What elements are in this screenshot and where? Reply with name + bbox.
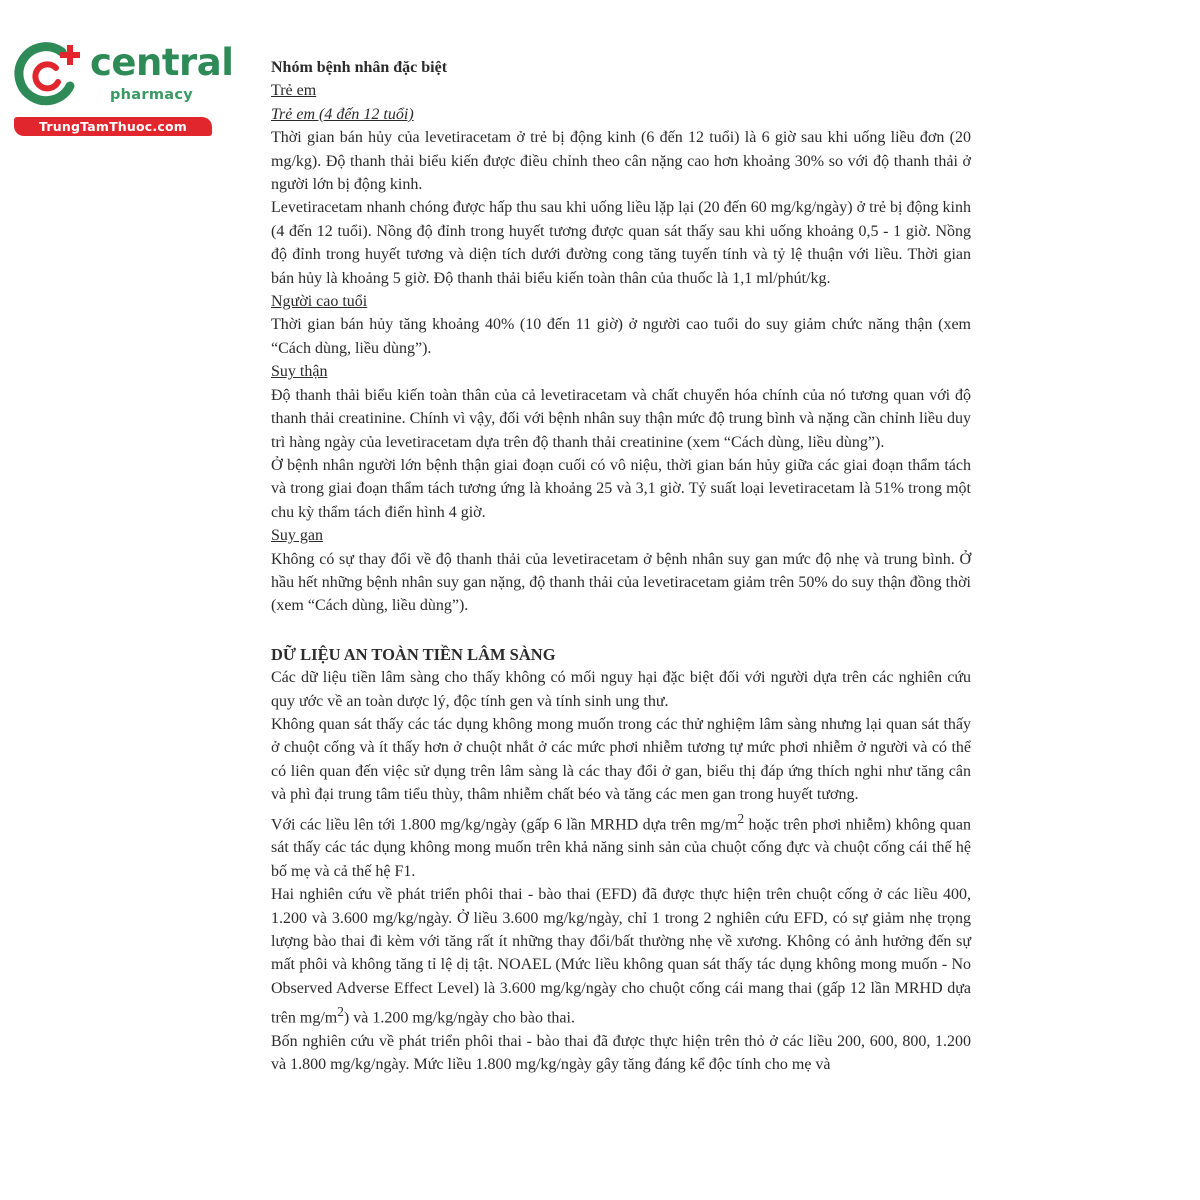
paragraph: Không quan sát thấy các tác dụng không mong muốn trong các thử nghiệm lâm sàng nhưng lại quan sát thấy ở chuột cống và ít thấy hơn ở chuột nhắt ở các mức phơi nhiễm tương tự mức phơi nhiễm ở người và có thể có liên quan đến việc sử dụng trên lâm sàng là các thay đổi ở gan, biểu thị đáp ứng thích nghi như tăng cân và phì đại trung tâm tiểu thùy, thâm nhiễm chất béo và tăng các men gan trong huyết tương.: [271, 715, 971, 804]
paragraph: Thời gian bán hủy tăng khoảng 40% (10 đến 11 giờ) ở người cao tuổi do suy giảm chức năng thận (xem “Cách dùng, liều dùng”).: [271, 316, 971, 357]
section-heading-preclinical-safety: DỮ LIỆU AN TOÀN TIỀN LÂM SÀNG: [271, 644, 556, 664]
subheading-children-4-12: Trẻ em (4 đến 12 tuổi): [271, 105, 414, 123]
paragraph: Các dữ liệu tiền lâm sàng cho thấy không có mối nguy hại đặc biệt đối với người dựa trên các nghiên cứu quy ước về an toàn dược lý, độc tính gen và tính sinh ung thư.: [271, 669, 971, 710]
text-run: hoặc trên phơi nhiễm) không quan sát thấy các tác dụng không mong muốn trên khả năng sinh sản của chuột cống đực và chuột cống cái thế hệ bố mẹ và cả thế hệ F1.: [271, 815, 972, 880]
text-run: Hai nghiên cứu về phát triển phôi thai - bào thai (EFD) đã được thực hiện trên chuột cống ở các liều 400, 1.200 và 3.600 mg/kg/ngày. Ở liều 3.600 mg/kg/ngày, chỉ 1 trong 2 nghiên cứu EFD, có sự giảm nhẹ trọng lượng bào thai đi kèm với tăng rất ít những thay đổi/bất thường nhẹ về xương. Không có ảnh hưởng đến sự mất phôi và không tăng tỉ lệ dị tật. NOAEL (Mức liều không quan sát thấy tác dụng không mong muốn - No Observed Adverse Effect Level) là 3.600 mg/kg/ngày cho chuột cống cái mang thai (gấp 12 lần MRHD dựa trên mg/m: [271, 886, 971, 1027]
subheading-renal-impairment: Suy thận: [271, 363, 328, 381]
document-body: [271, 56, 971, 1077]
central-pharmacy-logo: [10, 38, 234, 138]
paragraph: Không có sự thay đổi về độ thanh thải của levetiracetam ở bệnh nhân suy gan mức độ nhẹ và trung bình. Ở hầu hết những bệnh nhân suy gan nặng, độ thanh thải của levetiracetam giảm trên 50% do suy thận đồng thời (xem “Cách dùng, liều dùng”).: [271, 550, 971, 615]
text-run: Với các liều lên tới 1.800 mg/kg/ngày (gấp 6 lần MRHD dựa trên mg/m: [271, 815, 738, 833]
logo-wordmark: central: [90, 41, 234, 84]
paragraph: Bốn nghiên cứu về phát triển phôi thai - bào thai đã được thực hiện trên thỏ ở các liều 200, 600, 800, 1.200 và 1.800 mg/kg/ngày. Mức liều 1.800 mg/kg/ngày gây tăng đáng kể độc tính cho mẹ và: [271, 1032, 971, 1074]
paragraph: Độ thanh thải biểu kiến toàn thân của cả levetiracetam và chất chuyển hóa chính của nó tương quan với độ thanh thải creatinine. Chính vì vậy, đối với bệnh nhân suy thận mức độ trung bình và nặng cần chỉnh liều duy trì hàng ngày của levetiracetam dựa trên độ thanh thải creatinine (xem “Cách dùng, liều dùng”).: [271, 386, 971, 451]
logo-website-banner: TrungTamThuoc.com: [14, 117, 212, 136]
subheading-hepatic-impairment: Suy gan: [271, 527, 323, 545]
paragraph: [271, 807, 971, 884]
logo-subtitle: pharmacy: [110, 87, 193, 103]
section-heading-special-populations: Nhóm bệnh nhân đặc biệt: [271, 59, 448, 76]
paragraph: Levetiracetam nhanh chóng được hấp thu sau khi uống liều lặp lại (20 đến 60 mg/kg/ngày) ở trẻ bị động kinh (4 đến 12 tuổi). Nồng độ đỉnh trong huyết tương được quan sát thấy sau khi uống khoảng 0,5 - 1 giờ. Nồng độ đỉnh trong huyết tương và diện tích dưới đường cong tăng tuyến tính và tỷ lệ thuận với liều. Thời gian bán hủy là khoảng 5 giờ. Độ thanh thải biểu kiến toàn thân của thuốc là 1,1 ml/phút/kg.: [271, 199, 971, 287]
superscript: 2: [337, 1004, 344, 1020]
paragraph: [271, 883, 971, 1030]
subheading-children: Trẻ em: [271, 82, 317, 100]
superscript: 2: [737, 810, 745, 826]
text-run: ) và 1.200 mg/kg/ngày cho bào thai.: [343, 1009, 575, 1027]
subheading-elderly: Người cao tuổi: [271, 293, 368, 311]
paragraph: Ở bệnh nhân người lớn bệnh thận giai đoạn cuối có vô niệu, thời gian bán hủy giữa các giai đoạn thẩm tách và trong giai đoạn thẩm tách tương ứng là khoảng 25 và 3,1 giờ. Tỷ suất loại levetiracetam là 51% trong một chu kỳ thẩm tách điển hình 4 giờ.: [271, 456, 971, 521]
paragraph: Thời gian bán hủy của levetiracetam ở trẻ bị động kinh (6 đến 12 tuổi) là 6 giờ sau khi uống liều đơn (20 mg/kg). Độ thanh thải biểu kiến được điều chỉnh theo cân nặng cao hơn khoảng 30% so với độ thanh thải ở người lớn bị động kinh.: [271, 129, 971, 194]
central-pharmacy-logo-mark-icon: [12, 38, 84, 110]
